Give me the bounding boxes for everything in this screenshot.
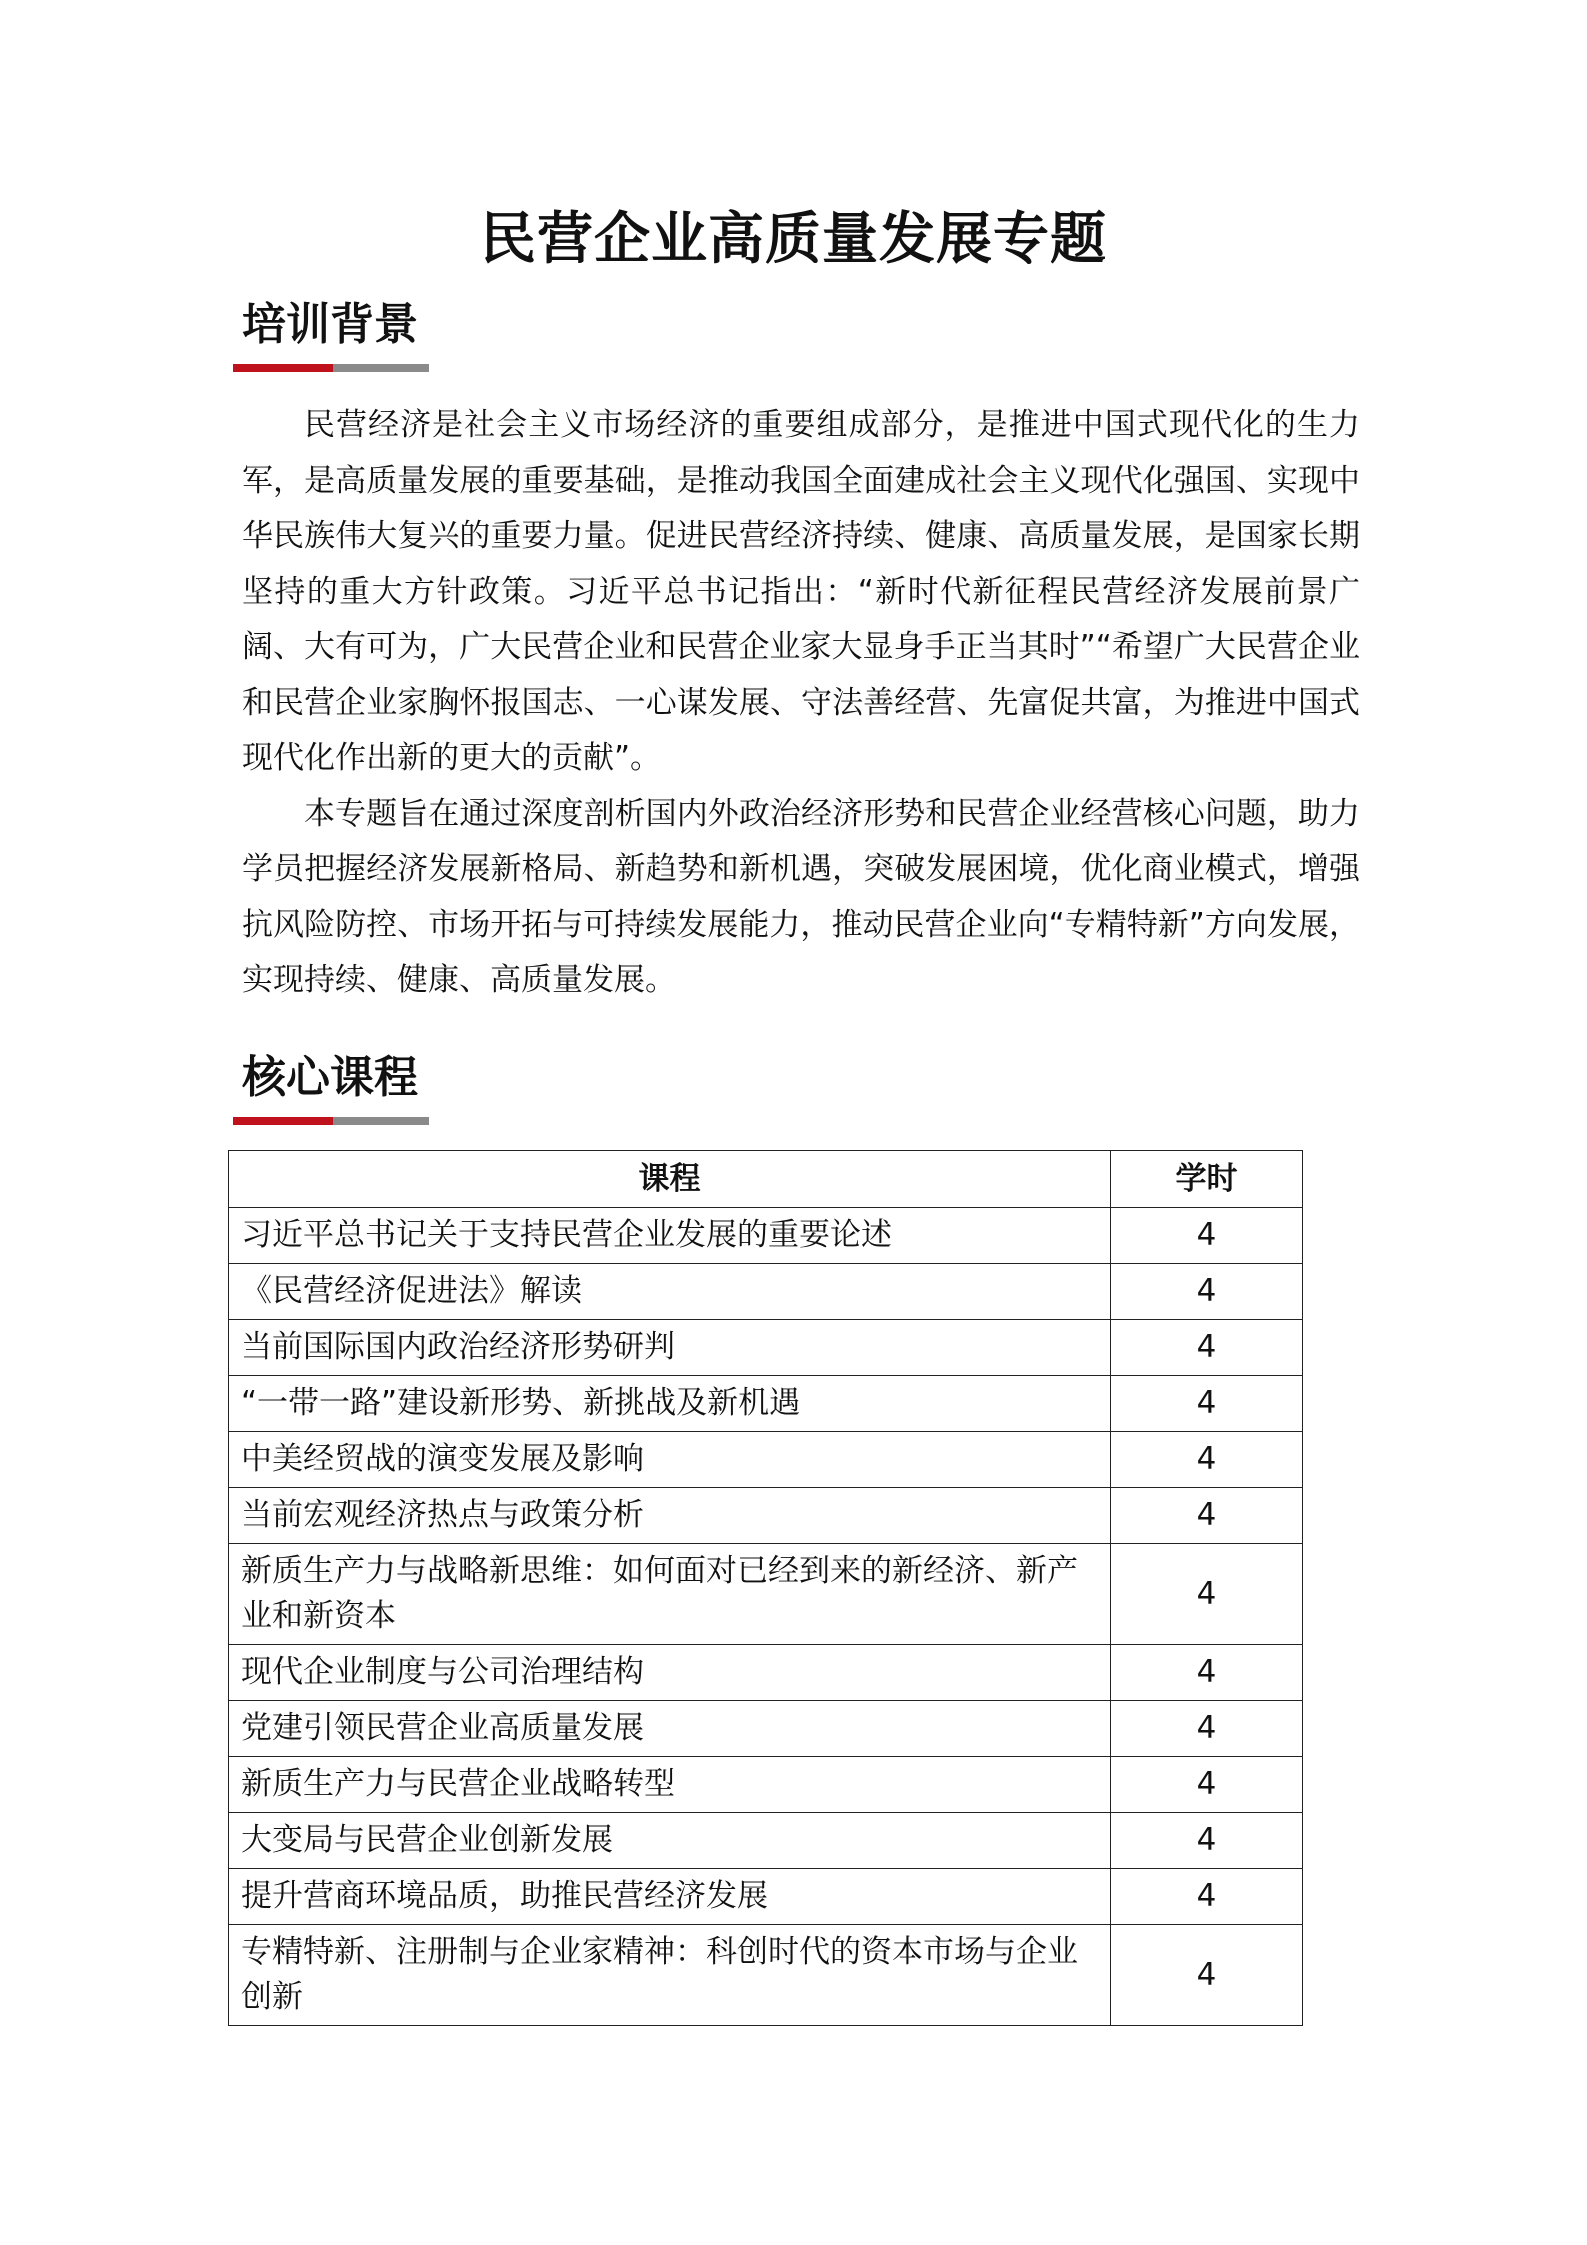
table-row <box>229 1645 1303 1701</box>
course-hours-cell: 4 <box>1111 1925 1303 2026</box>
course-hours-cell: 4 <box>1111 1645 1303 1701</box>
table-row <box>229 1488 1303 1544</box>
underline-gray-segment <box>333 1117 429 1125</box>
course-hours-cell: 4 <box>1111 1544 1303 1645</box>
table-row <box>229 1757 1303 1813</box>
course-name-cell: 当前宏观经济热点与政策分析 <box>229 1488 1111 1544</box>
section-underline <box>233 1117 429 1125</box>
table-row <box>229 1813 1303 1869</box>
section-underline <box>233 364 429 372</box>
course-hours-cell: 4 <box>1111 1432 1303 1488</box>
table-row <box>229 1925 1303 2026</box>
table-row <box>229 1701 1303 1757</box>
table-row <box>229 1264 1303 1320</box>
paragraph: 本专题旨在通过深度剖析国内外政治经济形势和民营企业经营核心问题，助力学员把握经济发展新格局、新趋势和新机遇，突破发展困境，优化商业模式，增强抗风险防控、市场开拓与可持续发展能力，推动民营企业向“专精特新”方向发展，实现持续、健康、高质量发展。 <box>242 795 1360 998</box>
course-hours-cell: 4 <box>1111 1320 1303 1376</box>
table-row <box>229 1376 1303 1432</box>
course-name-cell: “一带一路”建设新形势、新挑战及新机遇 <box>229 1376 1111 1432</box>
course-hours-cell: 4 <box>1111 1701 1303 1757</box>
background-text <box>242 398 1360 1009</box>
course-table <box>228 1150 1303 2026</box>
table-header-row <box>229 1151 1303 1208</box>
column-header-course: 课程 <box>229 1151 1111 1208</box>
underline-red-segment <box>233 364 333 372</box>
course-name-cell: 大变局与民营企业创新发展 <box>229 1813 1111 1869</box>
course-hours-cell: 4 <box>1111 1757 1303 1813</box>
course-name-cell: 提升营商环境品质，助推民营经济发展 <box>229 1869 1111 1925</box>
section-heading-background: 培训背景 <box>242 299 418 350</box>
course-hours-cell: 4 <box>1111 1376 1303 1432</box>
course-hours-cell: 4 <box>1111 1869 1303 1925</box>
table-row <box>229 1432 1303 1488</box>
table-row <box>229 1869 1303 1925</box>
course-name-cell: 《民营经济促进法》解读 <box>229 1264 1111 1320</box>
course-name-cell: 中美经贸战的演变发展及影响 <box>229 1432 1111 1488</box>
underline-red-segment <box>233 1117 333 1125</box>
table-row <box>229 1208 1303 1264</box>
paragraph: 民营经济是社会主义市场经济的重要组成部分，是推进中国式现代化的生力军，是高质量发展的重要基础，是推动我国全面建成社会主义现代化强国、实现中华民族伟大复兴的重要力量。促进民营经济持续、健康、高质量发展，是国家长期坚持的重大方针政策。习近平总书记指出：“新时代新征程民营经济发展前景广阔、大有可为，广大民营企业和民营企业家大显身手正当其时”“希望广大民营企业和民营企业家胸怀报国志、一心谋发展、守法善经营、先富促共富，为推进中国式现代化作出新的更大的贡献”。 <box>242 407 1360 776</box>
table-row <box>229 1544 1303 1645</box>
course-name-cell: 当前国际国内政治经济形势研判 <box>229 1320 1111 1376</box>
page-title: 民营企业高质量发展专题 <box>480 207 1107 272</box>
underline-gray-segment <box>333 364 429 372</box>
course-name-cell: 党建引领民营企业高质量发展 <box>229 1701 1111 1757</box>
column-header-hours: 学时 <box>1111 1151 1303 1208</box>
table-row <box>229 1320 1303 1376</box>
course-hours-cell: 4 <box>1111 1813 1303 1869</box>
course-name-cell: 新质生产力与民营企业战略转型 <box>229 1757 1111 1813</box>
course-hours-cell: 4 <box>1111 1208 1303 1264</box>
section-heading-courses: 核心课程 <box>242 1052 418 1103</box>
course-name-cell: 新质生产力与战略新思维：如何面对已经到来的新经济、新产业和新资本 <box>229 1544 1111 1645</box>
course-hours-cell: 4 <box>1111 1488 1303 1544</box>
course-name-cell: 现代企业制度与公司治理结构 <box>229 1645 1111 1701</box>
course-hours-cell: 4 <box>1111 1264 1303 1320</box>
course-name-cell: 专精特新、注册制与企业家精神：科创时代的资本市场与企业创新 <box>229 1925 1111 2026</box>
course-name-cell: 习近平总书记关于支持民营企业发展的重要论述 <box>229 1208 1111 1264</box>
